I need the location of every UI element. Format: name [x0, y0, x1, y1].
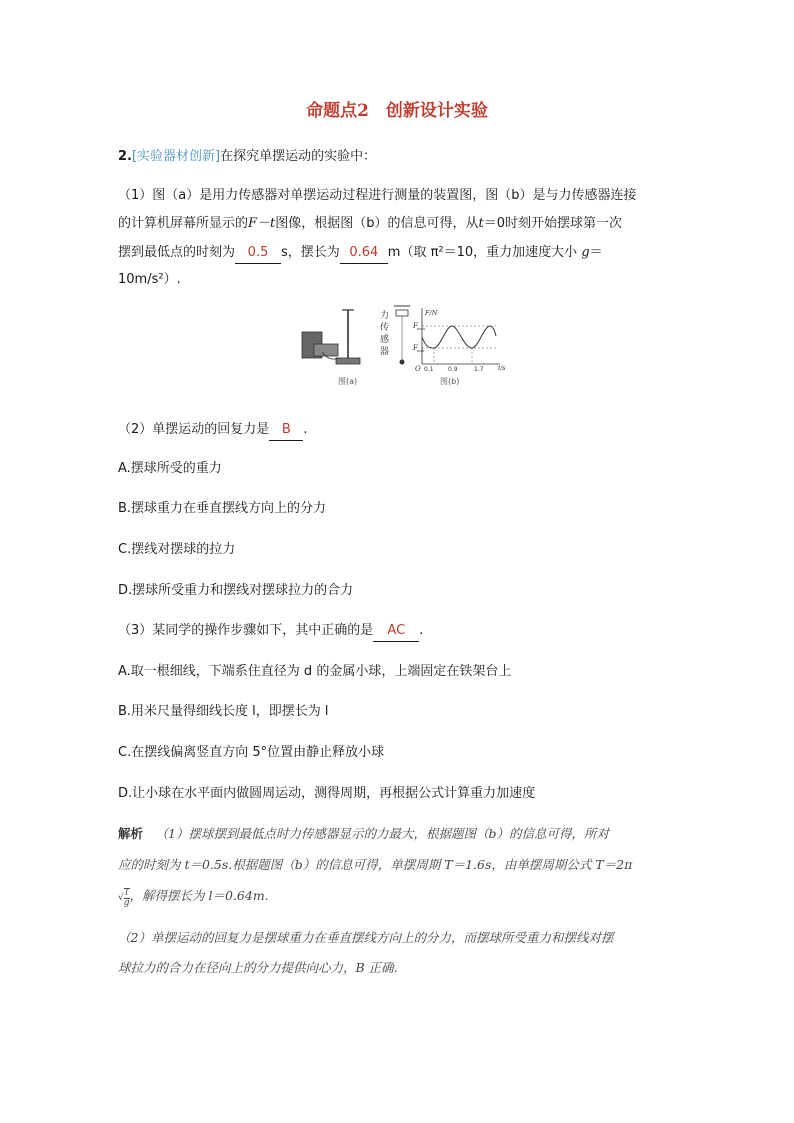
fmax-label: Fmax: [413, 322, 426, 331]
g-symbol: g: [581, 245, 590, 260]
part1-line2: [118, 214, 622, 234]
part1-text: 的计算机屏幕所显示的: [118, 216, 249, 231]
question-tag[interactable]: [实验器材创新]: [131, 149, 221, 164]
question-stem: [118, 147, 376, 167]
figure-a-apparatus: [302, 310, 360, 364]
option-item: B.用米尺量得细线长度 l，即摆长为 l: [118, 704, 329, 719]
option-item: B.摆球重力在垂直摆线方向上的分力: [118, 501, 327, 516]
option-item: A.取一根细线，下端系住直径为 d 的金属小球，上端固定在铁架台上: [118, 664, 512, 679]
origin-label: O: [415, 365, 421, 373]
page-title: 命题点2 创新设计实验: [306, 101, 488, 121]
part1-line1: （1）图（a）是用力传感器对单摆运动过程进行测量的装置图，图（b）是与力传感器连接: [118, 188, 637, 203]
part3-text: （3）某同学的操作步骤如下，其中正确的是: [118, 623, 374, 638]
tick-label-3: 1.7: [474, 366, 484, 373]
option-item: C.在摆线偏离竖直方向 5°位置由静止释放小球: [118, 745, 385, 760]
solution-line1: [118, 824, 609, 844]
answer-blank-4[interactable]: AC: [373, 621, 419, 642]
solution-line5: 球拉力的合力在径向上的分力提供向心力，B 正确.: [118, 960, 398, 975]
solution-label: 解析: [118, 826, 144, 841]
ft-curve: [422, 326, 496, 348]
question-number: 2.: [118, 149, 132, 164]
option-item: D.摆球所受重力和摆线对摆球拉力的合力: [118, 583, 354, 598]
apparatus-figure: [300, 302, 510, 394]
pendulum-bob: [400, 360, 405, 365]
sensor-label-2: 传: [380, 323, 390, 333]
figure-svg: [300, 302, 510, 394]
figure-a-caption: 图(a): [338, 377, 358, 386]
part1-text: m（取 π²＝10，重力加速度大小: [387, 245, 582, 260]
y-axis-label: F/N: [425, 309, 438, 317]
solution-text: （1）摆球摆到最低点时力传感器显示的力最大，根据题图（b）的信息可得，所对: [155, 826, 609, 841]
option-item: A.摆球所受的重力: [118, 461, 222, 476]
part1-line4: 10m/s²）.: [118, 272, 181, 287]
sqrt-numerator: l: [125, 887, 129, 898]
solution-line4: （2）单摆运动的回复力是摆球重力在垂直摆线方向上的分力，而摆球所受重力和摆线对摆: [118, 930, 614, 945]
sensor-label-4: 器: [380, 347, 390, 357]
sensor-label-1: 力: [380, 311, 390, 321]
part2-text: （2）单摆运动的回复力是: [118, 422, 270, 437]
part3-end: .: [419, 623, 424, 638]
part1-text: 摆到最低点的时刻为: [118, 245, 236, 260]
part1-text: 图像，根据图（b）的信息可得，从: [275, 216, 479, 231]
part1-text: ＝0时刻开始摆球第一次: [483, 216, 623, 231]
solution-text: ，解得摆长为 l＝0.64m.: [129, 888, 269, 903]
t-symbol: t: [478, 216, 484, 231]
sqrt-formula: √ $\frac{l}{g}$: [118, 887, 130, 908]
sensor-box: [396, 310, 408, 316]
part1-text: s，摆长为: [281, 245, 340, 260]
fmin-label: Fmin: [413, 344, 425, 353]
option-item: D.让小球在水平面内做圆周运动，测得周期，再根据公式计算重力加速度: [118, 786, 536, 801]
answer-blank-2[interactable]: 0.64: [340, 243, 388, 264]
part1-text: ＝: [589, 245, 603, 260]
computer-keyboard: [314, 344, 338, 356]
answer-blank-3[interactable]: B: [269, 420, 303, 441]
question-stem-text: 在探究单摆运动的实验中：: [220, 149, 377, 164]
tick-label-2: 0.9: [448, 366, 458, 373]
x-axis-label: t/s: [498, 365, 506, 372]
sensor-label-3: 感: [380, 335, 390, 345]
tick-label-1: 0.1: [424, 366, 434, 373]
solution-line3: [118, 886, 269, 908]
option-item: C.摆线对摆球的拉力: [118, 542, 236, 557]
answer-blank-1[interactable]: 0.5: [235, 243, 281, 264]
part2-stem: [118, 420, 307, 441]
sqrt-denominator: g: [123, 897, 130, 908]
part3-stem: [118, 621, 423, 642]
figure-b-caption: 图(b): [440, 377, 460, 386]
figure-b: [380, 306, 506, 373]
stand-base: [336, 358, 360, 364]
part2-end: .: [303, 422, 308, 437]
part1-line3: [118, 243, 603, 264]
ft-symbol: F－t: [248, 216, 276, 231]
solution-line2: 应的时刻为 t＝0.5s.根据题图（b）的信息可得，单摆周期 T＝1.6s，由单摆周期公式 T＝2π: [118, 857, 633, 872]
